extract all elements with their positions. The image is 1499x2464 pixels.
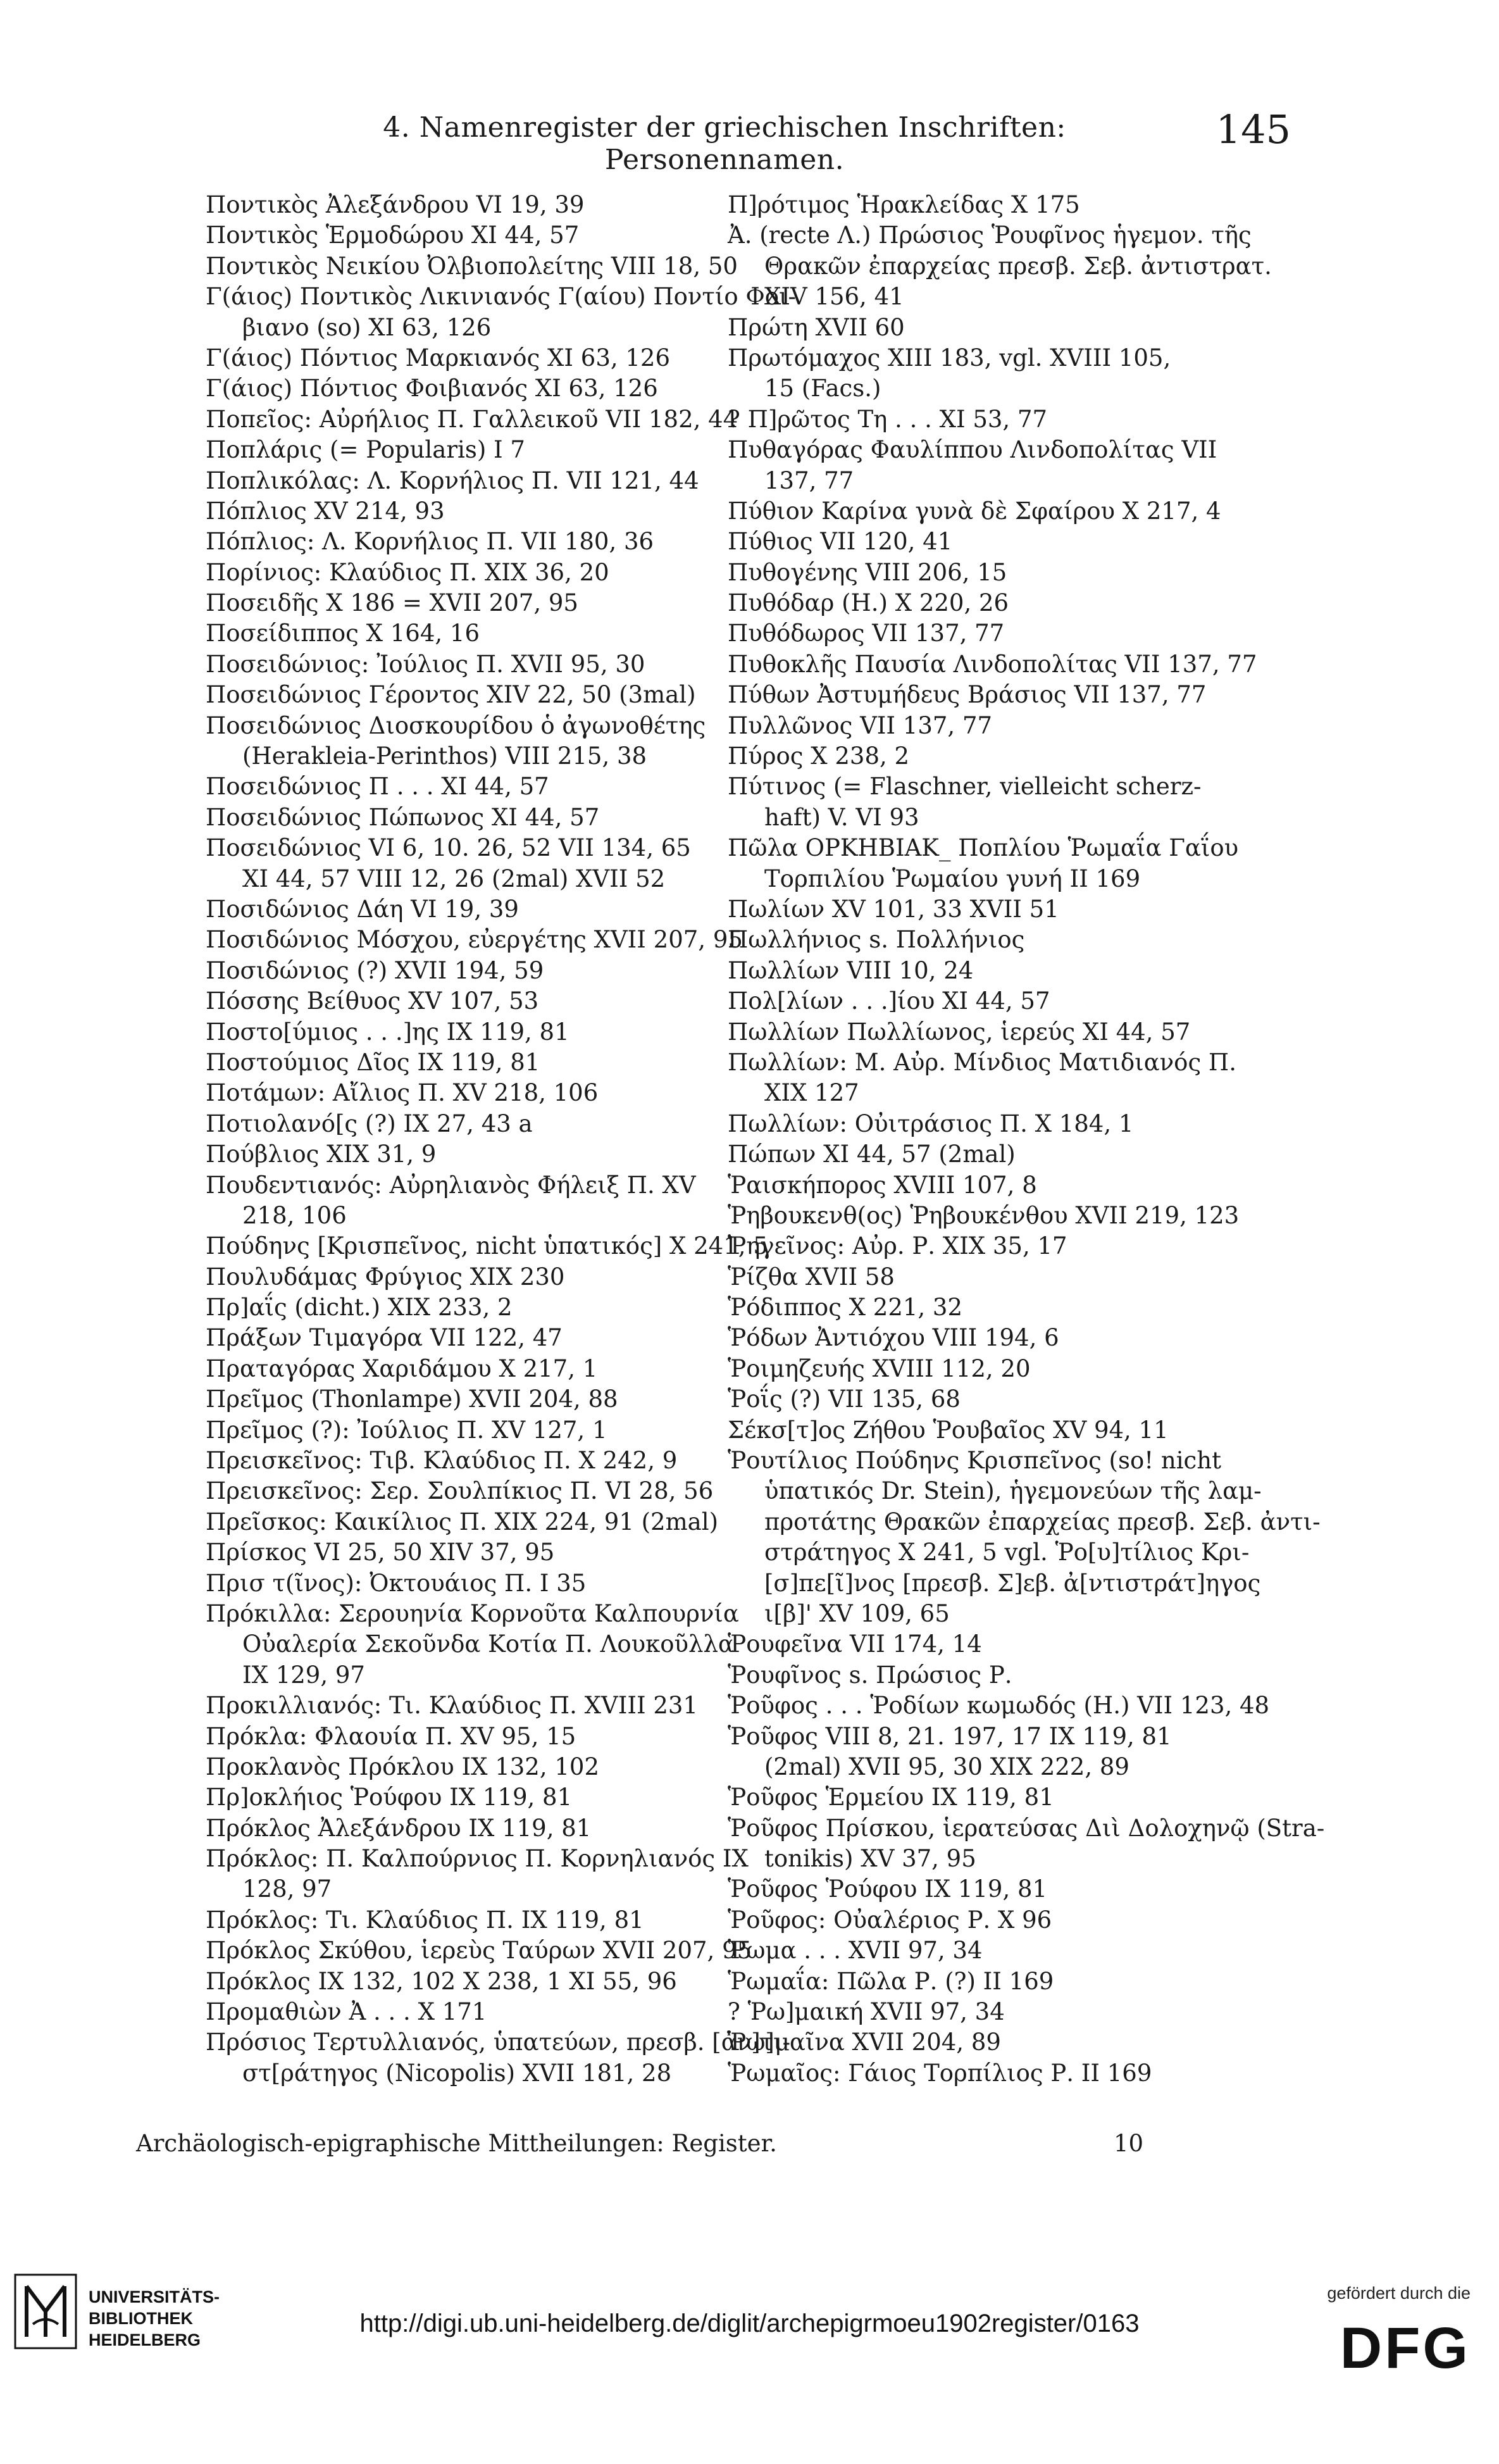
right-entry-line: Πωλλίων: Μ. Αὐρ. Μίνδιος Ματιδιανός Π. <box>728 1048 1236 1076</box>
left-entry-line: Ποντικὸς Ἀλεξάνδρου VI 19, 39 <box>206 191 585 218</box>
right-entry-line: ? Π]ρῶτος Τη . . . XI 53, 77 <box>728 405 1048 433</box>
left-entry-line: Ποπλικόλας: Λ. Κορνήλιος Π. VII 121, 44 <box>206 466 699 494</box>
right-entry-line: Ῥουφεῖνα VII 174, 14 <box>728 1630 982 1658</box>
left-entry-line: Ποσιδώνιος Δάη VI 19, 39 <box>206 895 519 923</box>
right-entry-line: προτάτης Θρακῶν ἐπαρχείας πρεσβ. Σεβ. ἀντι- <box>764 1508 1321 1535</box>
left-entry-line: Ποσειδῆς X 186 = XVII 207, 95 <box>206 589 578 617</box>
library-name-line-1: UNIVERSITÄTS- <box>89 2287 220 2306</box>
right-entry-line: Πυθαγόρας Φαυλίππου Λινδοπολίτας VII <box>728 436 1217 464</box>
right-entry-line: Τορπιλίου Ῥωμαίου γυνή II 169 <box>764 865 1141 892</box>
left-entry-line: Προκλανὸς Πρόκλου IX 132, 102 <box>206 1753 599 1780</box>
right-entry-line: Ῥοῦφος . . . Ῥοδίων κωμωδός (H.) VII 123, 48 <box>728 1692 1270 1720</box>
page-number: 145 <box>1216 106 1291 153</box>
left-entry-line: Πορίνιος: Κλαύδιος Π. XIX 36, 20 <box>206 558 609 586</box>
left-entry-line: Ποσειδώνιος: Ἰούλιος Π. XVII 95, 30 <box>206 650 645 678</box>
right-entry-line: στράτηγος X 241, 5 vgl. Ῥο[υ]τίλιος Κρι- <box>764 1539 1250 1567</box>
left-entry-line: IX 129, 97 <box>242 1661 365 1689</box>
right-entry-line: ? Ῥω]μαική XVII 97, 34 <box>728 1998 1005 2026</box>
right-entry-line: Πώπων XI 44, 57 (2mal) <box>728 1141 1016 1168</box>
right-entry-line: Ῥοιμηζευής XVIII 112, 20 <box>728 1354 1031 1382</box>
left-entry-line: Ποπεῖος: Αὐρήλιος Π. Γαλλεικοῦ VII 182, 44 <box>206 405 738 433</box>
right-entry-line: ὑπατικός Dr. Stein), ἡγεμονεύων τῆς λαμ- <box>764 1477 1262 1505</box>
right-entry-line: Ῥουτίλιος Πούδηνς Κρισπεῖνος (so! nicht <box>728 1447 1221 1475</box>
left-entry-line: Ποπλάρις (= Popularis) I 7 <box>206 436 525 464</box>
left-entry-line: Πρόκλος: Π. Καλπούρνιος Π. Κορνηλιανός IX <box>206 1845 749 1873</box>
left-entry-line: Ποσειδώνιος Πώπωνος XI 44, 57 <box>206 803 600 831</box>
right-entry-line: Ῥω]μαῖνα XVII 204, 89 <box>728 2029 1001 2056</box>
right-entry-line: Θρακῶν ἐπαρχείας πρεσβ. Σεβ. ἀντιστρατ. <box>764 252 1272 280</box>
left-entry-line: Πρ]οκλήιος Ῥούφου IX 119, 81 <box>206 1784 573 1811</box>
right-entry-line: Ῥίζθα XVII 58 <box>728 1263 895 1291</box>
right-entry-line: Ῥηβουκενθ(ος) Ῥηβουκένθου XVII 219, 123 <box>728 1201 1240 1229</box>
right-entry-line: Πωλίων XV 101, 33 XVII 51 <box>728 895 1059 923</box>
right-entry-line: Ῥηγεῖνος: Αὐρ. Ρ. XIX 35, 17 <box>728 1232 1067 1260</box>
left-entry-line: Ποστούμιος Δῖος IX 119, 81 <box>206 1048 540 1076</box>
right-entry-line: XIV 156, 41 <box>764 283 904 311</box>
left-entry-line: (Herakleia-Perinthos) VIII 215, 38 <box>242 742 647 770</box>
left-entry-line: Πραταγόρας Χαριδάμου X 217, 1 <box>206 1354 598 1382</box>
left-entry-line: Προκιλλιανός: Τι. Κλαύδιος Π. XVIII 231 <box>206 1692 698 1720</box>
right-entry-line: (2mal) XVII 95, 30 XIX 222, 89 <box>764 1753 1129 1780</box>
right-entry-line: Σέκσ[τ]ος Ζήθου Ῥουβαῖος XV 94, 11 <box>728 1416 1169 1444</box>
right-entry-line: Πυθόδωρος VII 137, 77 <box>728 620 1005 647</box>
left-entry-line: Γ(άιος) Πόντιος Φοιβιανός XI 63, 126 <box>206 375 658 403</box>
right-entry-line: tonikis) XV 37, 95 <box>764 1845 976 1873</box>
footer-text: Archäologisch-epigraphische Mittheilungen: Register. <box>136 2130 777 2157</box>
right-entry-line: Ῥαισκήπορος XVIII 107, 8 <box>728 1171 1037 1199</box>
right-entry-line: Πωλλήνιος s. Πολλήνιος <box>728 926 1025 954</box>
left-entry-line: Γ(άιος) Ποντικὸς Λικινιανός Γ(αίου) Ποντίο Φοι- <box>206 283 797 311</box>
page-header <box>272 106 1291 176</box>
left-entry-line: στ[ράτηγος (Nicopolis) XVII 181, 28 <box>242 2059 672 2087</box>
right-entry-line: Πύθιος VII 120, 41 <box>728 528 953 556</box>
right-entry-line: Πύρος X 238, 2 <box>728 742 910 770</box>
left-entry-line: Ποσείδιππος X 164, 16 <box>206 620 480 647</box>
left-entry-line: Ποτιολανό[ς (?) IX 27, 43 a <box>206 1110 533 1137</box>
right-entry-line: ι[β]' XV 109, 65 <box>764 1599 950 1627</box>
left-entry-line: Πρόσιος Τερτυλλιανός, ὑπατεύων, πρεσβ. [ἀν]τι- <box>206 2029 791 2056</box>
left-entry-line: Πούδηνς [Κρισπεῖνος, nicht ὑπατικός] X 241, 5 <box>206 1232 768 1260</box>
left-entry-line: Ποσειδώνιος Διοσκουρίδου ὁ ἀγωνοθέτης <box>206 711 706 739</box>
left-entry-line: Πρεῖσκος: Καικίλιος Π. XIX 224, 91 (2mal) <box>206 1508 719 1535</box>
left-entry-line: Πόπλιος: Λ. Κορνήλιος Π. VII 180, 36 <box>206 528 654 556</box>
left-entry-line: Πρισ τ(ῖνος): Ὀκτουάιος Π. I 35 <box>206 1569 587 1597</box>
right-entry-line: Ῥωμα . . . XVII 97, 34 <box>728 1937 983 1965</box>
left-entry-line: Πρόκλος Σκύθου, ἱερεὺς Ταύρων XVII 207, 95 <box>206 1937 752 1965</box>
left-entry-line: Πουδεντιανός: Αὐρηλιανὸς Φήλειξ Π. XV <box>206 1171 696 1199</box>
left-entry-line: Οὐαλερία Σεκοῦνδα Κοτία Π. Λουκοῦλλα <box>242 1630 734 1658</box>
right-entry-line: Πρωτόμαχος XIII 183, vgl. XVIII 105, <box>728 344 1171 372</box>
left-entry-line: Πρόκλος Ἀλεξάνδρου IX 119, 81 <box>206 1814 592 1842</box>
left-entry-line: Πούβλιος XIX 31, 9 <box>206 1141 437 1168</box>
right-entry-line: Πυλλῶνος VII 137, 77 <box>728 711 993 739</box>
right-entry-line: Πωλλίων VIII 10, 24 <box>728 956 974 984</box>
right-entry-line: Ῥωμαΐα: Πῶλα Ρ. (?) II 169 <box>728 1967 1054 1995</box>
right-entry-line: Ῥόδων Ἀντιόχου VIII 194, 6 <box>728 1324 1059 1352</box>
right-entry-line: Πῶλα ΟΡΚΗΒΙΑΚ_ Ποπλίου Ῥωμαΐα Γαΐου <box>728 834 1239 862</box>
left-entry-line: Πουλυδάμας Φρύγιος XIX 230 <box>206 1263 565 1291</box>
left-entry-line: Προμαθιὼν Ἀ . . . X 171 <box>206 1998 487 2026</box>
right-entry-line: Ῥωμαῖος: Γάιος Τορπίλιος Ρ. II 169 <box>728 2059 1152 2087</box>
sponsor-block[interactable] <box>1274 2284 1471 2379</box>
left-entry-line: Ποσειδώνιος Π . . . XI 44, 57 <box>206 773 549 801</box>
right-entry-line: Πολ[λίων . . .]ίου XI 44, 57 <box>728 987 1050 1015</box>
left-entry-line: 218, 106 <box>242 1201 347 1229</box>
left-entry-line: βιανο (so) XI 63, 126 <box>242 313 492 341</box>
left-entry-line: Ποτάμων: Αἴλιος Π. XV 218, 106 <box>206 1079 599 1107</box>
right-entry-line: Πύθιον Καρίνα γυνὰ δὲ Σφαίρου X 217, 4 <box>728 497 1221 525</box>
right-entry-line: haft) V. VI 93 <box>764 803 919 831</box>
right-entry-line: 15 (Facs.) <box>764 375 881 403</box>
right-entry-line: Πυθόδαρ (H.) X 220, 26 <box>728 589 1009 617</box>
left-entry-line: Πρόκλος: Τι. Κλαύδιος Π. IX 119, 81 <box>206 1906 644 1934</box>
source-url-link[interactable]: http://digi.ub.uni-heidelberg.de/diglit/archepigrmoeu1902register/0163 <box>359 2310 1140 2337</box>
left-column <box>206 190 797 2089</box>
left-entry-line: Ποσιδώνιος Μόσχου, εὐεργέτης XVII 207, 95 <box>206 926 743 954</box>
left-entry-line: Ποντικὸς Ἑρμοδώρου XI 44, 57 <box>206 222 580 249</box>
left-entry-line: Πρίσκος VI 25, 50 XIV 37, 95 <box>206 1539 555 1567</box>
right-column <box>728 190 1325 2089</box>
digitization-bar <box>0 2253 1499 2464</box>
left-entry-line: Ποσειδώνιος Γέροντος XIV 22, 50 (3mal) <box>206 681 696 709</box>
right-entry-line: Ῥοΐς (?) VII 135, 68 <box>728 1385 961 1413</box>
left-entry-line: Ποσειδώνιος VI 6, 10. 26, 52 VII 134, 65 <box>206 834 691 862</box>
left-entry-line: Πράξων Τιμαγόρα VII 122, 47 <box>206 1324 563 1352</box>
right-entry-line: Ἀ. (recte Λ.) Πρώσιος Ῥουφῖνος ἡγεμον. τῆς <box>728 222 1252 249</box>
left-entry-line: Πρ]αΐς (dicht.) XIX 233, 2 <box>206 1294 513 1322</box>
right-entry-line: Πωλλίων Πωλλίωνος, ἱερεύς XI 44, 57 <box>728 1018 1191 1046</box>
left-entry-line: Πόπλιος XV 214, 93 <box>206 497 445 525</box>
left-entry-line: Πρεισκεῖνος: Τιβ. Κλαύδιος Π. X 242, 9 <box>206 1447 678 1475</box>
right-entry-line: Πρώτη XVII 60 <box>728 313 905 341</box>
library-name-line-2: BIBLIOTHEK <box>89 2309 193 2328</box>
left-entry-line: Πρεῖμος (?): Ἰούλιος Π. XV 127, 1 <box>206 1416 607 1444</box>
right-entry-line: XIX 127 <box>764 1079 859 1107</box>
right-entry-line: Ῥοῦφος VIII 8, 21. 197, 17 IX 119, 81 <box>728 1722 1172 1750</box>
sheet-number: 10 <box>1114 2130 1144 2157</box>
right-entry-line: Πυθοκλῆς Παυσία Λινδοπολίτας VII 137, 77 <box>728 650 1257 678</box>
right-entry-line: [σ]πε[ῖ]νος [πρεσβ. Σ]εβ. ἀ[ντιστράτ]ηγος <box>764 1569 1261 1597</box>
right-entry-line: Ῥοῦφος: Οὐαλέριος Ρ. X 96 <box>728 1906 1052 1934</box>
left-entry-line: XI 44, 57 VIII 12, 26 (2mal) XVII 52 <box>242 865 666 892</box>
left-entry-line: Πρόκλος IX 132, 102 X 238, 1 XI 55, 96 <box>206 1967 677 1995</box>
left-entry-line: Πρεῖμος (Thonlampe) XVII 204, 88 <box>206 1385 618 1413</box>
right-entry-line: Ῥοῦφος Ῥούφου IX 119, 81 <box>728 1875 1048 1903</box>
left-entry-line: Ποστο[ύμιος . . .]ης IX 119, 81 <box>206 1018 569 1046</box>
library-name-line-3: HEIDELBERG <box>89 2330 201 2349</box>
left-entry-line: Πρόκιλλα: Σερουηνία Κορνοῦτα Καλπουρνία <box>206 1599 739 1627</box>
sponsor-text: gefördert durch die <box>1327 2284 1471 2303</box>
right-entry-line: Ῥόδιππος X 221, 32 <box>728 1294 963 1322</box>
right-entry-line: Ῥοῦφος Πρίσκου, ἱερατεύσας Διὶ Δολοχηνῷ (Stra- <box>728 1814 1325 1842</box>
left-entry-line: Πρεισκεῖνος: Σερ. Σουλπίκιος Π. VI 28, 56 <box>206 1477 714 1505</box>
left-entry-line: Πόσσης Βείθυος XV 107, 53 <box>206 987 539 1015</box>
left-entry-line: Πρόκλα: Φλαουία Π. XV 95, 15 <box>206 1722 576 1750</box>
right-entry-line: Πυθογένης VIII 206, 15 <box>728 558 1007 586</box>
right-entry-line: Ῥοῦφος Ἑρμείου IX 119, 81 <box>728 1784 1054 1811</box>
left-entry-line: Γ(άιος) Πόντιος Μαρκιανός XI 63, 126 <box>206 344 671 372</box>
right-entry-line: Ῥουφῖνος s. Πρώσιος Ρ. <box>728 1661 1012 1689</box>
right-entry-line: Π]ρότιμος Ἡρακλείδας X 175 <box>728 191 1080 218</box>
right-entry-line: 137, 77 <box>764 466 854 494</box>
left-entry-line: Ποντικὸς Νεικίου Ὀλβιοπολείτης VIII 18, 50 <box>206 252 738 280</box>
right-entry-line: Πύτινος (= Flaschner, vielleicht scherz- <box>728 773 1202 801</box>
right-entry-line: Πύθων Ἀστυμήδευς Βράσιος VII 137, 77 <box>728 681 1207 709</box>
page-footer <box>136 2130 1364 2168</box>
left-entry-line: Ποσιδώνιος (?) XVII 194, 59 <box>206 956 544 984</box>
page-title: 4. Namenregister der griechischen Inschriften: Personennamen. <box>383 111 1066 176</box>
left-entry-line: 128, 97 <box>242 1875 332 1903</box>
right-entry-line: Πωλλίων: Οὐιτράσιος Π. X 184, 1 <box>728 1110 1134 1137</box>
dfg-logo-icon: DFG <box>1340 2316 1471 2380</box>
